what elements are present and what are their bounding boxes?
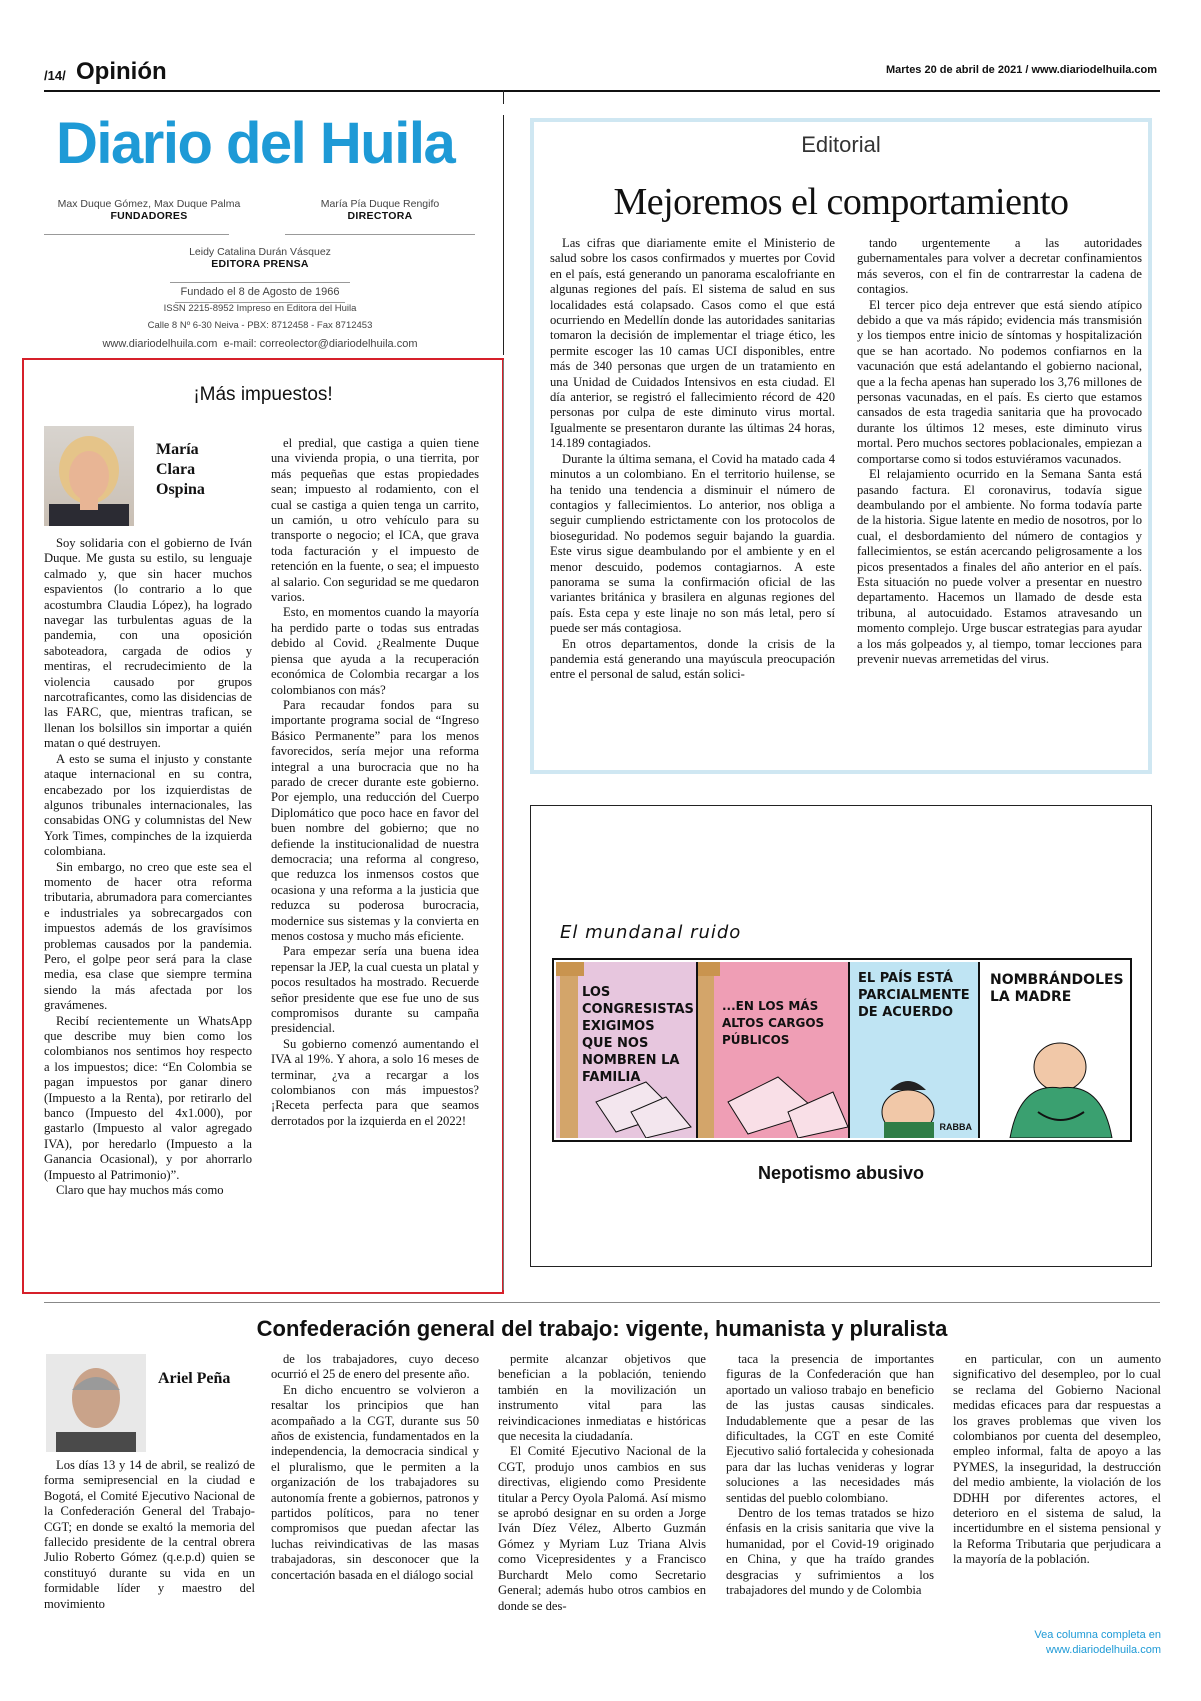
editorial-col-1 (550, 236, 835, 683)
issn-line: ISSN 2215-8952 Impreso en Editora del Huila (163, 303, 357, 314)
author-photo-maria-clara (44, 426, 134, 526)
column-paragraph: Su gobierno comenzó aumentando el IVA al 19%. Y ahora, a solo 16 meses de terminar, ¿va a recargar a los colombianos con más impuestos? ¡Receta perfecta para que seamos derrotados por la izquierda en el 2022! (271, 1036, 479, 1128)
editorial-col-2 (857, 236, 1142, 667)
bottom-col-2 (271, 1352, 479, 1583)
column-paragraph: Para empezar sería una buena idea repensar la JEP, la cual cuesta un platal y pocos resultados ha mostrado. Recuerde señor presidente que ese fue uno de sus compromisos durante su campaña presidencial. (271, 944, 479, 1036)
editor-name: Leidy Catalina Durán Vásquez (189, 246, 331, 258)
editorial-paragraph: En otros departamentos, donde la crisis de la pandemia está generando una mayúscula preocupación entre el personal de salud, están solici- (550, 636, 835, 682)
column-paragraph: el predial, que castiga a quien tiene una vivienda propia, o una tierrita, por más pequeñas que estas propiedades sean; impuesto al rodamiento, con el cual se castiga a quien tenga un carrito, un camión, u otro vehículo para su transporte o negocio; el ICA, que grava toda facturación y el impuesto de retención en la fuente, o sea; el impuesto al salario. Con seguridad se me quedaron varios. (271, 436, 479, 605)
cartoon-panel-4 (980, 962, 1128, 1138)
bottom-paragraph: de los trabajadores, cuyo deceso ocurrió el 25 de enero del presente año. (271, 1352, 479, 1382)
column-col-1 (44, 536, 252, 1198)
founders-credit (44, 198, 254, 222)
column-col-2 (271, 436, 479, 1129)
editorial-kicker: Editorial (801, 132, 881, 157)
bottom-paragraph: en particular, con un aumento significativo del desempleo, por lo cual se reclama del Gobierno Nacional medidas eficaces para dar respuestas a los graves problemas que viven los colombianos por cuenta del desempleo, empleo informal, falta de apoyo a las PYMES, la inseguridad, la destrucción del medio ambiente, la violación de los DDHH por diferentes actores, el deterioro en el sistema de salud, la incertidumbre en el sistema pensional y la Reforma Tributaria que perjudicara a la mayoría de la población. (953, 1352, 1161, 1567)
cartoon-panel-3 (850, 962, 980, 1138)
credit-rule-2 (285, 234, 475, 235)
director-name: María Pía Duque Rengifo (320, 198, 440, 210)
bottom-paragraph: taca la presencia de importantes figuras de la Confederación que han aportado un valioso trabajo en beneficio de las justas causas sindicales. Indudablemente que a pesar de las dificultades, la CGT en este Comité Ejecutivo salió fortalecida y cohesionada para dar las luchas venideras y lograr soluciones a las necesidades más sentidas del pueblo colombiano. (726, 1352, 934, 1505)
bottom-article-title: Confederación general del trabajo: vigente, humanista y pluralista (256, 1316, 948, 1341)
bottom-more-line-2: www.diariodelhuila.com (1046, 1644, 1161, 1656)
column-paragraph: Sin embargo, no creo que este sea el momento de hacer otra reforma tributaria, abrumadora para comerciantes e industriales ya sobrecargados con impuestos además de los gravísimos problemas causados por la pandemia. Pero, el golpe peor será para la clase media, esa clase que siempre termina siendo la más afectada por los gravámenes. (44, 859, 252, 1013)
bottom-paragraph: permite alcanzar objetivos que benefician a la población, teniendo también en la movilización un instrumento vital para las reivindicaciones inmediatas e históricas que necesita la ciudadanía. (498, 1352, 706, 1444)
masthead-logo: Diario del Huila (56, 111, 455, 176)
bottom-article-author: Ariel Peña (158, 1370, 231, 1387)
column-paragraph: Esto, en momentos cuando la mayoría ha perdido parte o todas sus entradas debido al Covid. ¿Realmente Duque piensa que ayuda a la recuperación económica de Colombia recargar a los colombianos con más? (271, 605, 479, 697)
page-number: /14/ (44, 68, 66, 83)
masthead-divider (503, 115, 504, 355)
address-line: Calle 8 Nº 6-30 Neiva - PBX: 8712458 - Fax 8712453 (147, 320, 373, 331)
bottom-paragraph: El Comité Ejecutivo Nacional de la CGT, produjo unos cambios en sus directivas, eligiendo como Presidente titular a Percy Oyola Palomá. Así mismo se aprobó designar en su orden a Jorge Iván Díez Vélez, Alberto Guzmán Gómez y Myriam Luz Triana Alvis como Vicepresidentes y a Francisco Burchardt Melo como Secretario General; además hubo otros cambios en donde se des- (498, 1444, 706, 1613)
column-paragraph: A esto se suma el injusto y constante ataque internacional en su contra, encabezado por los izquierdistas de algunos tribunales internacionales, las consabidas ONG y columnistas del New York Times, compinches de la izquierda colombiana. (44, 751, 252, 859)
cartoon-panel-2-text: ...EN LOS MÁS ALTOS CARGOS PÚBLICOS (722, 999, 825, 1047)
bottom-more-line-1: Vea columna completa en (1034, 1629, 1161, 1641)
director-credit (290, 198, 470, 222)
bottom-paragraph: Los días 13 y 14 de abril, se realizó de forma semipresencial en la ciudad e Bogotá, el Comité Ejecutivo Nacional de la Confederación General del Trabajo-CGT; en donde se exaltó la memoria del fallecido presidente de la central obrera Julio Roberto Gómez (q.e.p.d) quien se constituyó durante su vida en un formidable líder y maestro del movimiento (44, 1458, 255, 1611)
editorial-paragraph: El relajamiento ocurrido en la Semana Santa está pasando factura. El coronavirus, todavía sigue deambulando por el ambiente. No forma todavía parte de la historia. Sigue latente en medio de nosotros, por lo cual, el desbordamiento del número de contagios y fallecimientos, se están acercando peligrosamente a los picos presentados a finales del año anterior en el país. Esta situación no puede volver a presentar en nuestro departamento. Hacemos un llamado de desde esta tribuna, al autocuidado. Estamos atravesando un momento complejo. Urge buscar estrategias para ayudar a los más golpeados y, al tiempo, tomar lecciones para prevenir nuevas arremetidas del virus. (857, 467, 1142, 666)
founders-label: FUNDADORES (110, 210, 188, 222)
bottom-paragraph: En dicho encuentro se volvieron a resaltar los principios que han acompañado a la CGT, durante sus 50 años de existencia, fundamentados en la independencia, la democracia sindical y el pluralismo, que le permiten a la organización de los trabajadores su autonomía frente a gobiernos, patronos y partidos políticos, para no tener compromisos que puedan afectar las luchas reivindicativas de las masas trabajadoras, sin desconocer que la concertación basada en el diálogo social (271, 1382, 479, 1582)
cartoon-panel-4-text: NOMBRÁNDOLES LA MADRE (990, 972, 1124, 1005)
bottom-col-3 (498, 1352, 706, 1614)
credit-rule-3 (170, 282, 350, 283)
column-paragraph: Para recaudar fondos para su importante programa social de “Ingreso Básico Permanente” para los menos favorecidos, sería mejor una reforma integral a una burocracia que no ha parado de crecer durante este gobierno. Por ejemplo, una reducción del Cuerpo Diplomático que poco hace en favor del buen nombre del gobierno; que no defiende la institucionalidad de nuestra democracia; una reforma al congreso, que reduzca los inmensos costos que ocasiona y una reforma a la justicia que reduzca su poderosa burocracia, modernice sus sistemas y la convierta en menos costosa y mucho más eficiente. (271, 697, 479, 943)
cartoon-panel-1-text: LOS CONGRESISTAS EXIGIMOS QUE NOS NOMBREN LA FAMILIA (582, 985, 694, 1085)
author-photo-ariel (46, 1354, 146, 1452)
bottom-top-rule (44, 1302, 1160, 1303)
column-author-name: María Clara Ospina (156, 441, 205, 498)
founded-date: Fundado el 8 de Agosto de 1966 (180, 286, 340, 298)
column-paragraph: Claro que hay muchos más como (56, 1183, 224, 1198)
cartoon-caption: Nepotismo abusivo (757, 1163, 925, 1183)
bottom-paragraph: Dentro de los temas tratados se hizo énfasis en la crisis sanitaria que vive la humanidad, por el Covid-19 originado en China, y que ha traído grandes desgracias y sufrimientos a los trabajadores del mundo y de Colombia (726, 1506, 934, 1598)
column-author (156, 440, 236, 500)
editorial-paragraph: tando urgentemente a las autoridades gubernamentales para volver a decretar confinamientos más severos, con el fin de contrarrestar la cadena de contagios. (857, 236, 1142, 297)
column-paragraph: Soy solidaria con el gobierno de Iván Duque. Me gusta su estilo, su lenguaje calmado y, que sin hacer muchos espavientos (lo contrario a lo que acostumbra Claudia López), ha logrado navegar las turbulentas aguas de la pandemia, con una oposición saboteadora, cargada de odios y mentiras, el recrudecimiento de la violencia causado por grupos narcotraficantes, como las disidencias de las FARC, que, mientras trafican, se llenan los bolsillos sin importar a quién matan o qué destruyen. (44, 536, 252, 751)
header-rule (44, 90, 1160, 92)
bottom-col-4 (726, 1352, 934, 1599)
editor-label: EDITORA PRENSA (211, 258, 309, 270)
editorial-paragraph: Durante la última semana, el Covid ha matado cada 4 minutos a un colombiano. En el territorio huilense, se ha tenido una tendencia a disminuir el número de contagios y fallecimientos. Lo anterior, nos obliga a seguir cumpliendo estrictamente con los protocolos de bioseguridad. No podemos seguir bajando la guardia. Este virus sigue deambulando por el ambiente y en el menor descuido, podemos contagiarnos. A este panorama se suma la confirmación oficial de las variantes británica y brasilera en algunas regiones del país. Esta cepa y este linaje no son más letal, pero sí puede ser más contagiosa. (550, 451, 835, 636)
cartoon-signature: RABBA (939, 1122, 972, 1132)
bottom-col-5 (953, 1352, 1161, 1568)
column-title: ¡Más impuestos! (193, 384, 333, 405)
editorial-paragraph: Las cifras que diariamente emite el Ministerio de salud sobre los casos confirmados y muertes por Covid en el país, está generando un panorama escalofriante en algunas regiones del país. El sistema de salud en sus localidades está colapsado. Casos como el que está ocurriendo en Medellín donde las autoridades sanitarias tomaron la decisión de implementar el triage ético, les permite escoger las 10 camas UCI disponibles, entre más de 340 personas que urgen de un tratamiento en una Unidad de Cuidados Intensivos en esta ciudad. El día anterior, se registró el fallecimiento récord de 420 personas por culpa de este diminuto virus mortal. Igualmente se presentaron durante las últimas 24 horas, 14.189 contagiados. (550, 236, 835, 451)
cartoon-panel-2 (698, 962, 850, 1138)
cartoon-panel-3-text: EL PAÍS ESTÁ PARCIALMENTE DE ACUERDO (858, 971, 970, 1020)
header-tick (503, 90, 504, 104)
editorial-title: Mejoremos el comportamiento (613, 181, 1069, 223)
date-and-site: Martes 20 de abril de 2021 / www.diariodelhuila.com (885, 64, 1157, 76)
bottom-more-link[interactable] (953, 1628, 1161, 1658)
cartoon-panel-1 (556, 962, 698, 1138)
director-label: DIRECTORA (347, 210, 413, 222)
credit-rule-1 (44, 234, 229, 235)
section-title: Opinión (76, 58, 167, 85)
editorial-paragraph: El tercer pico deja entrever que está siendo atípico debido a que va más rápido; evidencia más transmisión y los tiempos entre inicio de síntomas y hospitalización que se han acortado. No podemos confiarnos en la vacunación que está adelantando el gobierno nacional, que a la fecha apenas han superado los 3,76 millones de personas vacunadas, en el país. Es cierto que estamos cansados de esta tragedia sanitaria que ha provocado durante los últimos 12 meses, este diminuto virus mortal. Pero muchos sectores poblacionales, empiezan a comportarse como si todos estuviéramos vacunados. (857, 297, 1142, 466)
cartoon-series-title: El mundanal ruido (560, 922, 742, 943)
founders-names: Max Duque Gómez, Max Duque Palma (57, 198, 241, 210)
column-paragraph: Recibí recientemente un WhatsApp que describe muy bien como los colombianos nos sentimos hoy respecto a los impuestos; dice: “En Colombia se pagan impuestos por ganar dinero (Impuesto a la Renta), por retirarlo del banco (Impuesto del 4x1.000), por gastarlo (Impuesto al valor agregado IVA), por heredarlo (Impuesto a la Ganancia Ocasional), y por ahorrarlo (Impuesto al Patrimonio)”. (44, 1013, 252, 1182)
column-divider (503, 360, 504, 1290)
bottom-col-1 (44, 1458, 255, 1612)
editor-credit (150, 246, 370, 270)
web-email-line: www.diariodelhuila.com e-mail: correolector@diariodelhuila.com (102, 338, 418, 350)
